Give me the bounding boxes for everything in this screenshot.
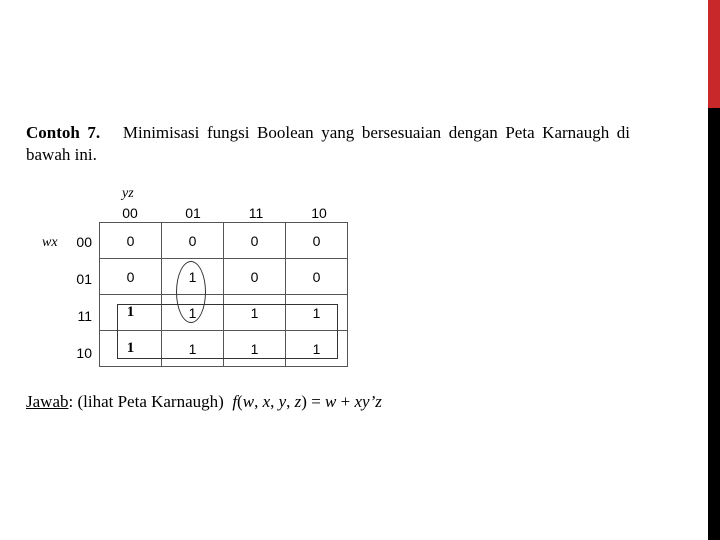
kmap-row-header: 11 bbox=[77, 308, 92, 324]
answer-line: Jawab: (lihat Peta Karnaugh) f(w, x, y, z) = w + xy’z bbox=[26, 392, 382, 411]
answer-hint: (lihat Peta Karnaugh) bbox=[77, 392, 224, 411]
kmap-cell: 1 bbox=[100, 295, 162, 331]
function-arg: y bbox=[278, 392, 287, 411]
kmap-cell: 0 bbox=[286, 223, 348, 259]
kmap-cell: 1 bbox=[162, 331, 224, 367]
kmap-col-header: 01 bbox=[185, 205, 201, 221]
result-term: w bbox=[325, 392, 337, 411]
kmap-cell: 0 bbox=[224, 223, 286, 259]
answer-colon: : bbox=[68, 392, 74, 411]
kmap-group-xyz-oval bbox=[176, 261, 206, 323]
result-term: xy’z bbox=[354, 392, 382, 411]
kmap-cell: 1 bbox=[224, 295, 286, 331]
kmap-cell: 1 bbox=[162, 295, 224, 331]
kmap-row-header: 10 bbox=[76, 345, 92, 361]
kmap-row bbox=[100, 259, 348, 295]
equals-sign: = bbox=[306, 392, 326, 411]
kmap-row-header: 00 bbox=[76, 234, 92, 250]
kmap-col-header: 11 bbox=[248, 205, 264, 221]
kmap-row-header: 01 bbox=[76, 271, 92, 287]
function-name: f bbox=[232, 392, 238, 411]
function-arg: w bbox=[242, 392, 255, 411]
kmap-cell: 0 bbox=[100, 223, 162, 259]
problem-statement bbox=[26, 122, 630, 166]
function-open-paren: ( bbox=[237, 392, 243, 411]
kmap-cell: 0 bbox=[162, 223, 224, 259]
kmap-row bbox=[100, 223, 348, 259]
kmap-cell: 0 bbox=[100, 259, 162, 295]
kmap-cell: 1 bbox=[162, 259, 224, 295]
kmap-col-header: 00 bbox=[122, 205, 138, 221]
kmap-group-w-rectangle bbox=[117, 304, 338, 359]
kmap-cell: 1 bbox=[286, 295, 348, 331]
function-arg: z bbox=[294, 392, 302, 411]
kmap-row-variable: wx bbox=[42, 235, 58, 250]
slide-accent-bar-black bbox=[708, 108, 720, 540]
kmap-column-variable: yz bbox=[122, 186, 134, 201]
kmap-cell: 1 bbox=[100, 331, 162, 367]
kmap-cell: 0 bbox=[286, 259, 348, 295]
kmap-cell: 1 bbox=[286, 331, 348, 367]
problem-title: Contoh 7. bbox=[26, 123, 101, 142]
problem-text: Minimisasi fungsi Boolean yang bersesuaian dengan Peta Karnaugh di bawah ini. bbox=[26, 123, 631, 164]
function-arg: x bbox=[262, 392, 271, 411]
slide-accent-bar-red bbox=[708, 0, 720, 108]
answer-label: Jawab bbox=[26, 392, 69, 411]
kmap-cell: 0 bbox=[224, 259, 286, 295]
kmap-col-header: 10 bbox=[311, 205, 327, 221]
plus-sign: + bbox=[336, 392, 355, 411]
function-close-paren: ) bbox=[301, 392, 307, 411]
kmap-cell: 1 bbox=[224, 331, 286, 367]
